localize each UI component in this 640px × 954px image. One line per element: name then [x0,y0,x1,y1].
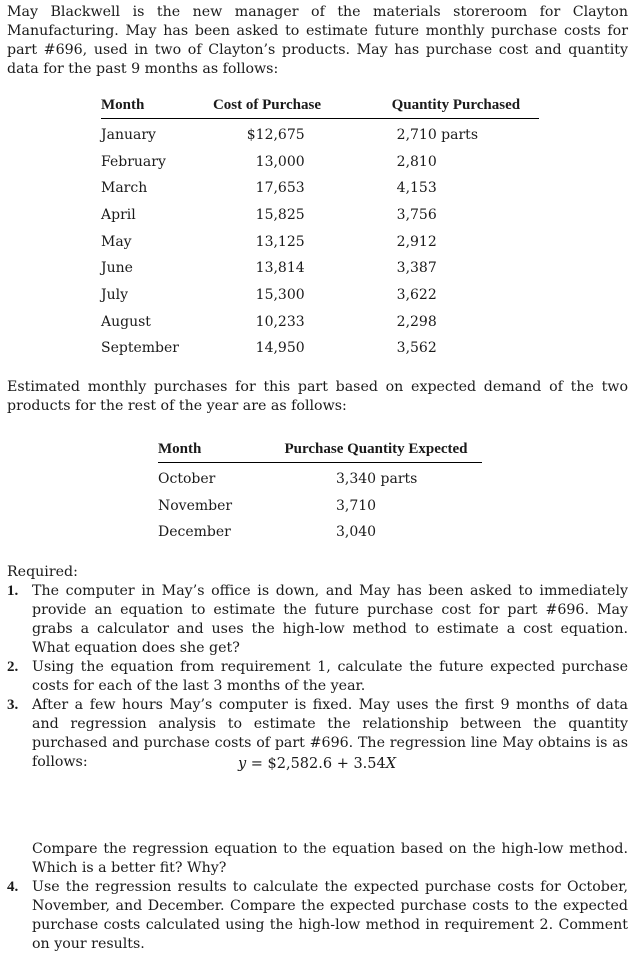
table-cell: 3,340 parts [336,470,418,487]
table-cell: June [101,260,133,277]
requirement-text: The computer in May’s office is down, and May has been asked to immediately provide an equation to estimate the future purchase cost for part #696. May grabs a calculator and uses the high-low method to estimate a cost equation. What equation does she get? [32,583,628,656]
table-row [158,463,482,493]
equation-x: X [385,756,397,772]
requirement-1 [7,582,628,658]
requirement-text: Use the regression results to calculate the expected purchase costs for October, November, and December. Compare the expected purchase costs to the expected purchase costs calculated using the high-low method in requirement 2. Comment on your results. [32,879,628,952]
table-header-row [158,437,482,463]
requirement-2 [7,658,628,696]
table-row [101,175,539,202]
table-row [158,519,482,546]
requirement-text: Using the equation from requirement 1, calculate the future expected purchase costs for each of the last 3 months of the year. [32,659,628,694]
requirement-number: 1. [7,583,19,599]
table-cell: 3,756 [396,206,437,223]
table-cell: August [101,313,151,330]
regression-equation [0,755,634,774]
table-cell: 2,710 parts [396,126,478,143]
table-cell: 13,000 [255,153,305,170]
table-row [101,336,539,363]
table-cell: December [158,524,231,541]
intro-paragraph: May Blackwell is the new manager of the materials storeroom for Clayton Manufacturing. May has been asked to estimate future monthly purchase costs for part #696, used in two of Clayton’s products. May has purchase cost and quantity data for the past 9 months as follows: [7,4,628,77]
col-header-quantity: Quantity Purchased [323,93,539,119]
col-header-expected-quantity: Purchase Quantity Expected [270,437,482,463]
table-row [101,202,539,229]
table-cell: 2,810 [396,153,437,170]
purchase-history-table [101,93,539,362]
table-cell: January [101,126,156,143]
requirement-number: 2. [7,659,19,675]
table-row [101,119,539,149]
table-cell: November [158,497,233,514]
table-header-row [101,93,539,119]
col-header-month: Month [101,93,211,119]
table-cell: October [158,470,216,487]
table-cell: April [101,206,136,223]
table-row [101,309,539,336]
table-row [101,255,539,282]
table-row [101,282,539,309]
table-cell: May [101,233,132,250]
table-cell: 2,298 [396,313,437,330]
col-header-month: Month [158,437,270,463]
table-cell: 3,040 [336,524,377,541]
table-cell: 3,710 [336,497,377,514]
table-row [158,493,482,520]
table-cell: 4,153 [396,180,437,197]
table-cell: 15,300 [255,286,305,303]
required-label: Required: [7,564,78,580]
expected-quantity-table [158,437,482,546]
table-cell: 13,814 [255,260,305,277]
requirement-number: 4. [7,879,19,895]
table-cell: February [101,153,166,170]
table-cell: March [101,180,148,197]
table-cell: July [101,286,129,303]
requirement-3 [7,696,628,878]
table-cell: 17,653 [255,180,305,197]
requirement-followup: Compare the regression equation to the equation based on the high-low method. Which is a better fit? Why? [32,841,628,876]
table-cell: 3,387 [396,260,437,277]
table-cell: 14,950 [255,340,305,357]
table-row [101,149,539,176]
table-cell: 3,562 [396,340,437,357]
table-cell: 3,622 [396,286,437,303]
table-row [101,229,539,256]
table-cell: 10,233 [255,313,305,330]
mid-paragraph: Estimated monthly purchases for this part based on expected demand of the two products for the rest of the year are as follows: [7,379,628,414]
equation-body: = $2,582.6 + 3.54 [246,756,386,772]
requirement-number: 3. [7,697,19,713]
table-cell: September [101,340,179,357]
table-cell: 13,125 [255,233,305,250]
table-cell: 15,825 [255,206,305,223]
col-header-cost: Cost of Purchase [211,93,322,119]
table-cell: $12,675 [246,126,305,143]
table-cell: 2,912 [396,233,437,250]
equation-y: y [237,756,247,772]
requirement-text: After a few hours May’s computer is fixed. May uses the first 9 months of data and regression analysis to estimate the relationship between the quantity purchased and purchase costs of part #696. The regression line May obtains is as follows: [32,697,628,770]
requirement-4 [7,878,628,954]
